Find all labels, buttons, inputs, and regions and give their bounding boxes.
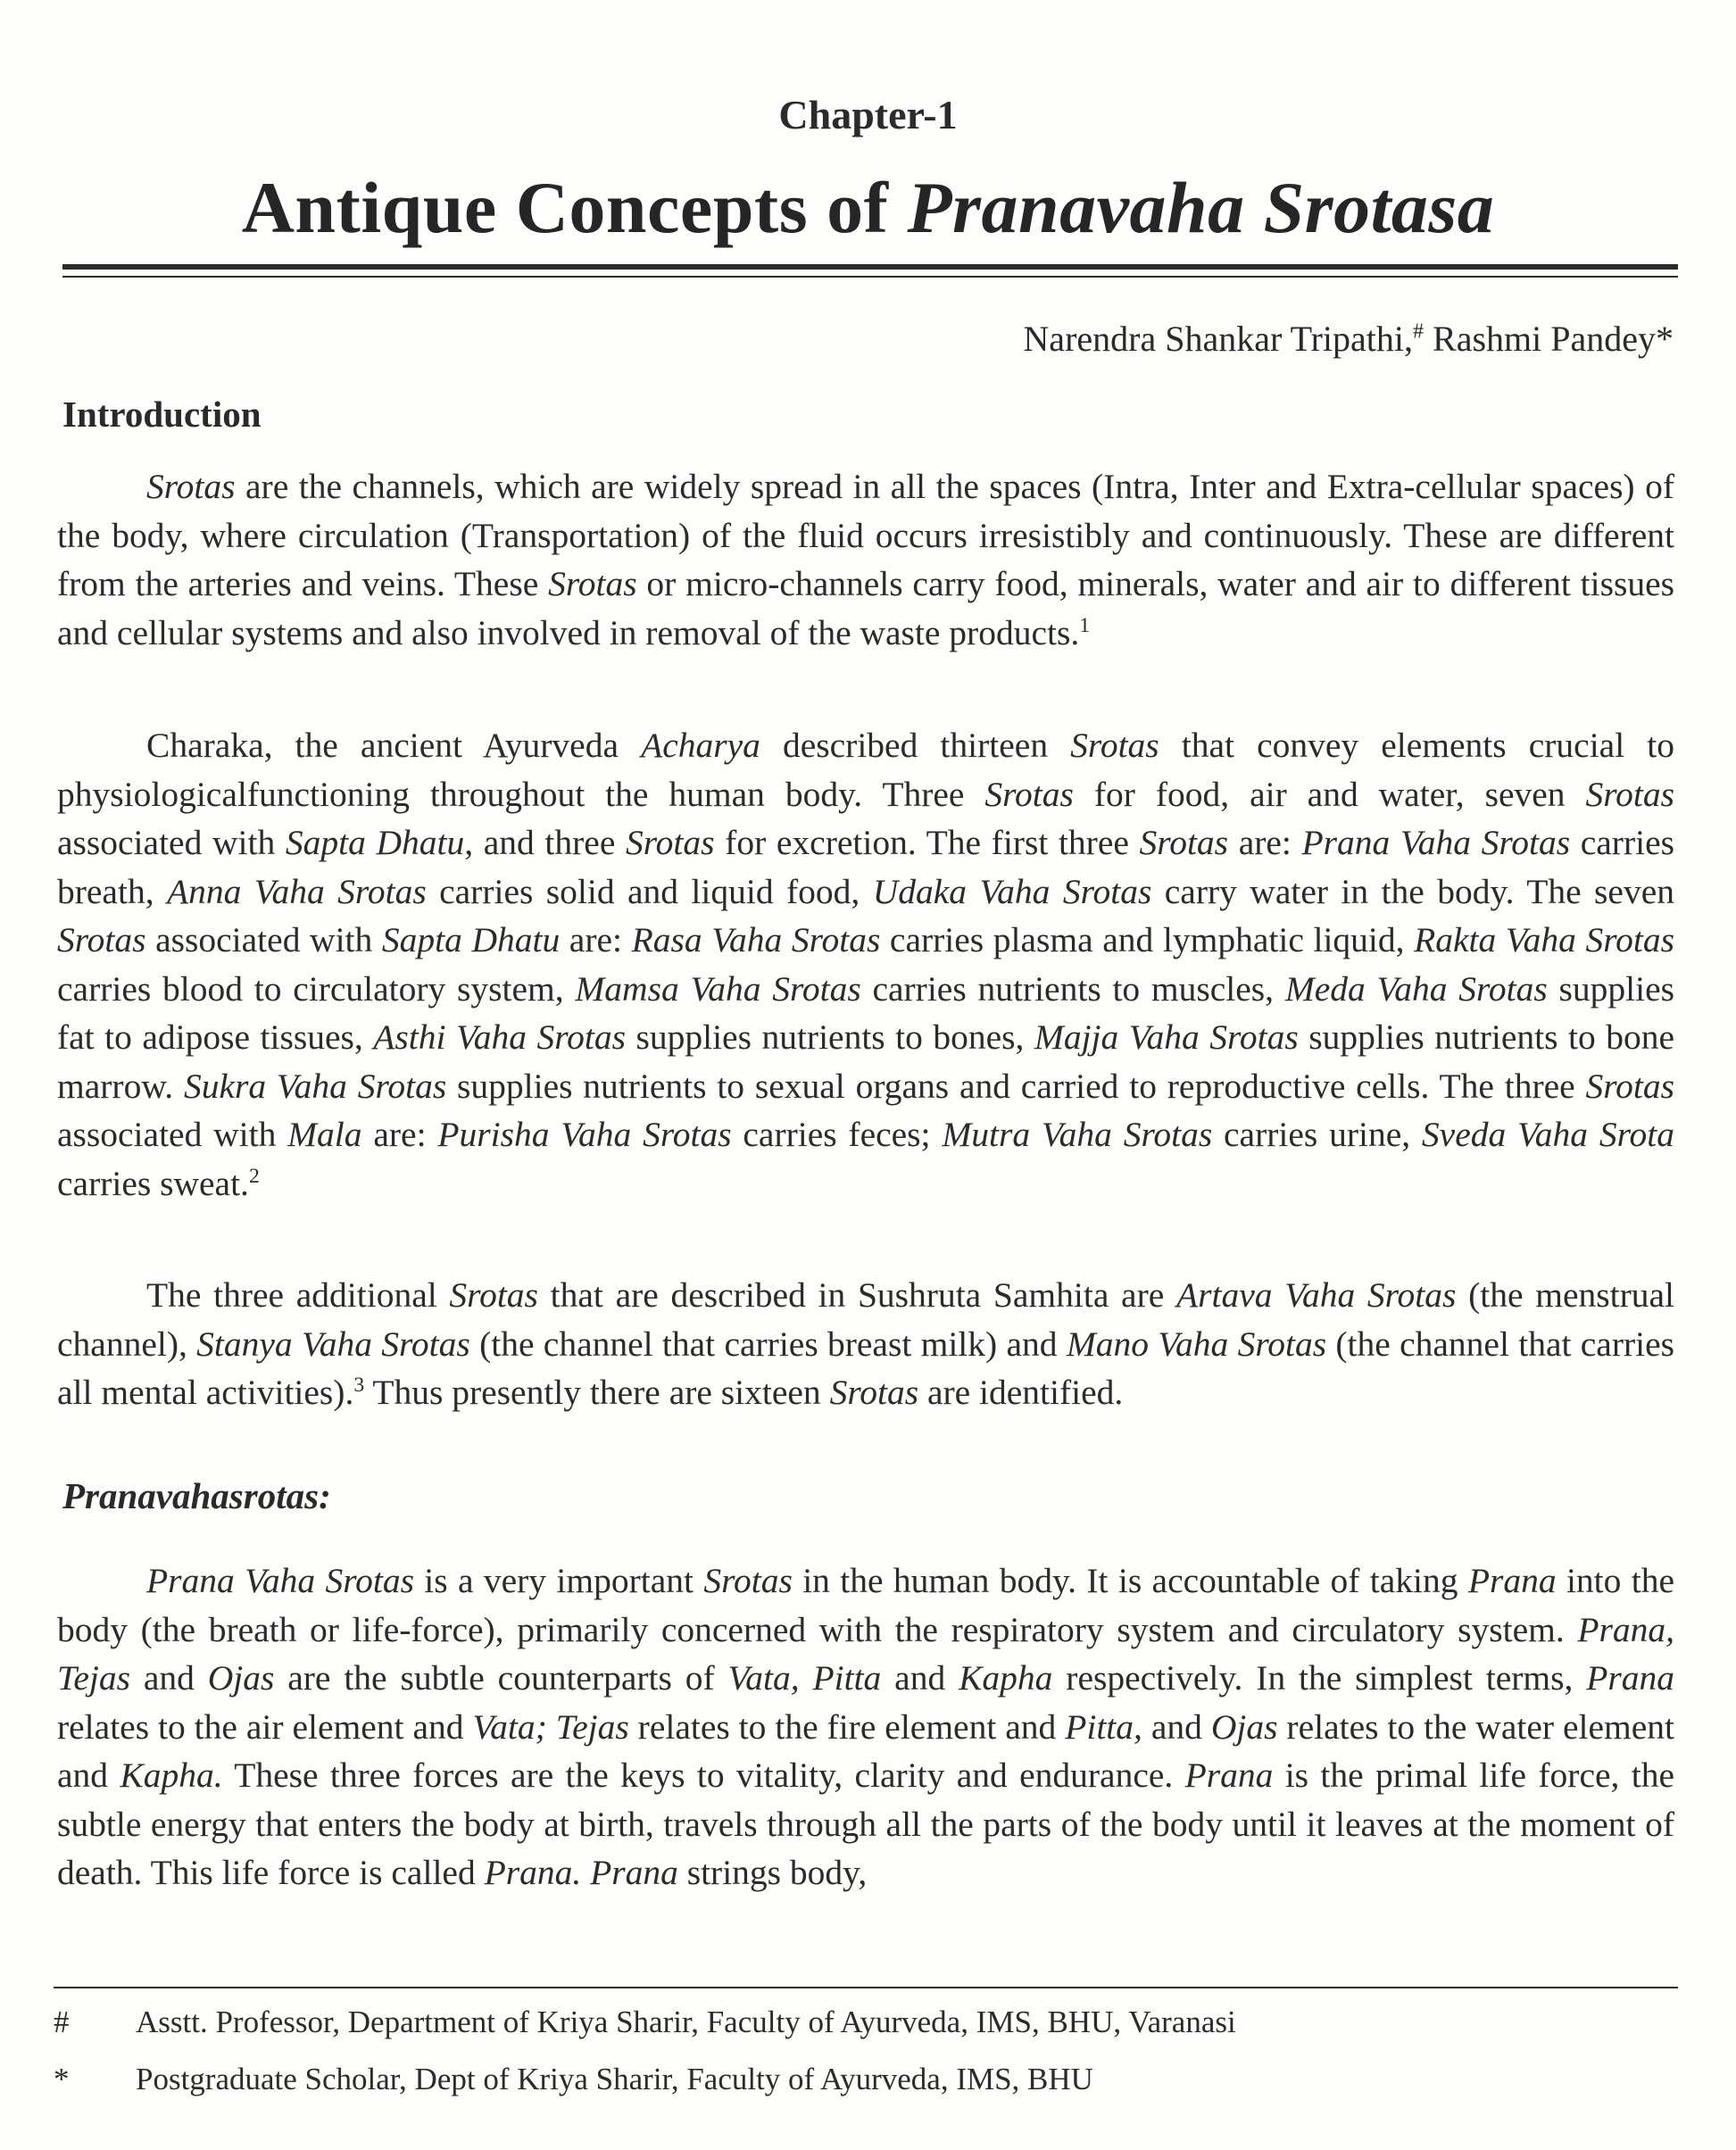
- p4-run: Ojas: [1210, 1706, 1278, 1747]
- p4-run: These three forces are the keys to vitality, clarity and endurance.: [222, 1756, 1185, 1795]
- p2-run: Mutra Vaha Srotas: [942, 1115, 1213, 1154]
- p3-run: are identified.: [918, 1373, 1124, 1412]
- p2-run: associated with: [57, 823, 286, 862]
- p2-run: Srotas: [626, 823, 715, 862]
- p2-run: Acharya: [641, 726, 760, 765]
- p4-run: Prana: [1586, 1658, 1674, 1698]
- p4-run: Vata, Pitta: [727, 1658, 882, 1698]
- footnote-1-text: Asstt. Professor, Department of Kriya Sharir, Faculty of Ayurveda, IMS, BHU, Varanasi: [136, 2005, 1236, 2039]
- p3-run: (the channel that carries breast milk) and: [469, 1324, 1067, 1364]
- p3-run: Mano Vaha Srotas: [1066, 1324, 1327, 1364]
- p2-run: associated with: [145, 920, 382, 959]
- p2-run: carry water in the body. The seven: [1151, 871, 1674, 911]
- p3-run: 3: [353, 1373, 365, 1397]
- p2-run: carries breath,: [57, 823, 1674, 911]
- p4-run: Prana: [1467, 1561, 1557, 1600]
- p2-run: Srotas: [1139, 823, 1229, 862]
- section-heading-pranavahasrotas: Pranavahasrotas:: [62, 1475, 331, 1516]
- author-2: Rashmi Pandey*: [1424, 319, 1674, 359]
- p1-run: Srotas: [548, 564, 637, 603]
- p4-run: Prana: [1184, 1756, 1274, 1795]
- p4-run: relates to the fire element and: [628, 1706, 1066, 1747]
- chapter-title: [0, 166, 1736, 250]
- footnote-rule: [54, 1987, 1678, 1988]
- p2-run: Anna Vaha Srotas: [166, 871, 427, 911]
- p4-run: strings body,: [677, 1853, 868, 1892]
- p3-run: The three additional: [146, 1275, 450, 1315]
- p4-run: and: [1142, 1706, 1211, 1747]
- paragraph-3: [57, 1271, 1674, 1417]
- p2-run: Prana Vaha Srotas: [1301, 823, 1571, 862]
- p2-run: Majja Vaha Srotas: [1034, 1017, 1299, 1057]
- p3-run: that are described in Sushruta Samhita are: [537, 1275, 1176, 1315]
- p2-run: Sapta Dhatu: [381, 920, 561, 959]
- paragraph-1: [57, 462, 1674, 657]
- p4-run: Ojas: [207, 1658, 275, 1698]
- p2-run: for food, air and water, seven: [1073, 774, 1586, 814]
- p4-run: Kapha: [959, 1658, 1053, 1698]
- p4-run: and: [129, 1658, 208, 1698]
- p2-run: supplies nutrients to bones,: [625, 1017, 1034, 1057]
- p2-run: Mala: [287, 1115, 362, 1154]
- p2-run: Rakta Vaha Srotas: [1414, 920, 1674, 959]
- title-rule-thick: [62, 264, 1678, 270]
- p2-run: carries feces;: [731, 1115, 943, 1154]
- p2-run: supplies fat to adipose tissues,: [57, 968, 1674, 1057]
- p2-run: 2: [248, 1164, 260, 1188]
- paragraph-2: [57, 721, 1674, 1208]
- p4-run: in the human body. It is accountable of taking: [792, 1561, 1468, 1600]
- p2-run: are:: [560, 920, 632, 959]
- p4-run: Prana Vaha Srotas: [146, 1561, 414, 1600]
- p2-run: supplies nutrients to sexual organs and carried to reproductive cells. The three: [446, 1066, 1586, 1106]
- section-heading-introduction: Introduction: [62, 394, 262, 435]
- p2-run: Asthi Vaha Srotas: [373, 1017, 626, 1057]
- p4-run: is a very important: [413, 1561, 704, 1600]
- p3-run: (the menstrual channel),: [57, 1275, 1674, 1364]
- title-rule-thin: [62, 276, 1678, 278]
- footnote-2: [54, 2062, 1678, 2097]
- p2-run: Charaka, the ancient Ayurveda: [146, 726, 642, 765]
- p2-run: Sveda Vaha Srota: [1421, 1115, 1674, 1154]
- p3-run: Artava Vaha Srotas: [1175, 1275, 1457, 1315]
- p3-run: Srotas: [829, 1373, 919, 1412]
- p2-run: are:: [361, 1115, 438, 1154]
- p2-run: described thirteen: [760, 726, 1071, 765]
- p2-run: carries solid and liquid food,: [426, 871, 873, 911]
- p2-run: , and three: [464, 823, 627, 862]
- p3-run: Srotas: [449, 1275, 538, 1315]
- p4-run: respectively. In the simplest terms,: [1052, 1658, 1587, 1698]
- p2-run: that convey elements crucial to physiologicalfunctioning throughout the human body. Three: [57, 726, 1674, 814]
- chapter-title-italic: Pranavaha Srotasa: [907, 167, 1495, 248]
- p4-run: and: [881, 1658, 959, 1698]
- p4-run: Kapha.: [120, 1756, 223, 1795]
- p4-run: relates to the water element and: [57, 1706, 1674, 1795]
- p2-run: Srotas: [57, 920, 146, 959]
- p4-run: Prana. Prana: [484, 1853, 678, 1892]
- p2-run: Srotas: [1070, 726, 1159, 765]
- p4-run: Pitta,: [1065, 1706, 1142, 1747]
- section-heading-pranavahasrotas-text: Pranavahasrotas: [62, 1475, 320, 1516]
- p4-run: is the primal life force, the subtle energy that enters the body at birth, travels through all the parts of the body until it leaves at the moment of death. This life force is called: [57, 1756, 1674, 1892]
- p2-run: are:: [1228, 823, 1302, 862]
- footnote-2-text: Postgraduate Scholar, Dept of Kriya Sharir, Faculty of Ayurveda, IMS, BHU: [136, 2062, 1093, 2096]
- p2-run: Meda Vaha Srotas: [1284, 968, 1548, 1009]
- p2-run: supplies nutrients to bone marrow.: [57, 1017, 1674, 1106]
- p1-run: Srotas: [146, 467, 236, 506]
- p2-run: carries nutrients to muscles,: [860, 968, 1285, 1009]
- p2-run: Mamsa Vaha Srotas: [575, 968, 861, 1009]
- p2-run: carries sweat.: [57, 1163, 249, 1203]
- footnote-1: [54, 2005, 1678, 2040]
- footnote-1-mark: #: [54, 2005, 70, 2039]
- chapter-number: Chapter-1: [778, 92, 958, 137]
- footnote-2-mark: *: [54, 2062, 70, 2096]
- author-1: Narendra Shankar Tripathi,: [1023, 319, 1414, 359]
- p2-run: carries blood to circulatory system,: [57, 968, 576, 1009]
- p1-run: are the channels, which are widely spread in all the spaces (Intra, Inter and Extra-cellular spaces) of the body, where circulation (Transportation) of the fluid occurs irresistibly and continuously. These are different from the arteries and veins. These: [57, 467, 1674, 603]
- p2-run: Sukra Vaha Srotas: [183, 1066, 447, 1106]
- p2-run: for excretion. The first three: [714, 823, 1140, 862]
- p2-run: carries plasma and lymphatic liquid,: [880, 920, 1415, 959]
- p1-run: 1: [1079, 613, 1091, 637]
- p4-run: Srotas: [703, 1561, 793, 1600]
- p2-run: Srotas: [1585, 1066, 1674, 1106]
- chapter-title-plain: Antique Concepts of: [241, 167, 908, 248]
- p4-run: into the body (the breath or life-force), primarily concerned with the respiratory system and circulatory system.: [57, 1561, 1674, 1649]
- p2-run: Srotas: [1585, 774, 1675, 814]
- p4-run: relates to the air element and: [57, 1706, 473, 1747]
- p2-run: Udaka Vaha Srotas: [872, 871, 1152, 911]
- author-line: [1023, 318, 1674, 360]
- p2-run: Rasa Vaha Srotas: [631, 920, 881, 959]
- p2-run: Srotas: [984, 774, 1074, 814]
- p2-run: associated with: [57, 1115, 288, 1154]
- p2-run: Purisha Vaha Srotas: [437, 1115, 732, 1154]
- p2-run: Sapta Dhatu: [285, 823, 465, 862]
- p3-run: Thus presently there are sixteen: [364, 1373, 830, 1412]
- paragraph-4: [57, 1556, 1674, 1897]
- author-1-mark: #: [1413, 320, 1425, 344]
- p3-run: (the channel that carries all mental activities).: [57, 1324, 1675, 1412]
- p3-run: Stanya Vaha Srotas: [196, 1324, 470, 1364]
- p1-run: or micro-channels carry food, minerals, water and air to different tissues and cellular systems and also involved in removal of the waste products.: [57, 564, 1674, 652]
- p2-run: carries urine,: [1212, 1115, 1422, 1154]
- p4-run: are the subtle counterparts of: [274, 1658, 728, 1698]
- p4-run: Prana, Tejas: [57, 1609, 1674, 1698]
- p4-run: Vata; Tejas: [472, 1706, 629, 1747]
